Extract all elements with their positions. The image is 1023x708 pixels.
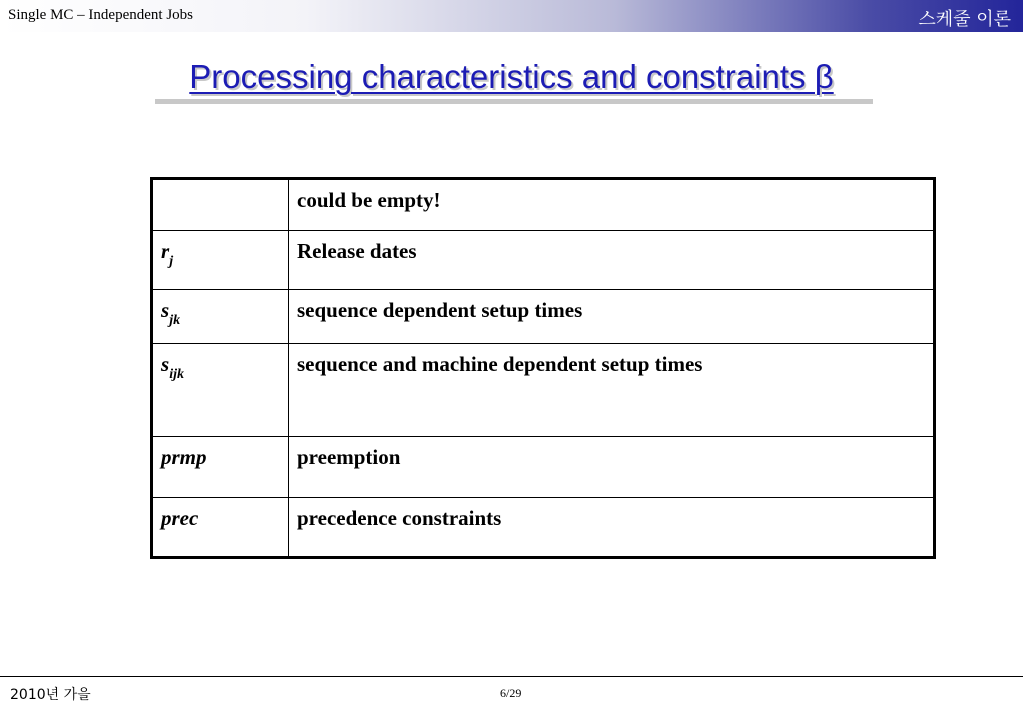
description-cell: sequence and machine dependent setup times [289,344,935,437]
table-row [152,179,935,231]
title-shadow [155,99,873,104]
symbol-cell [152,344,289,437]
symbol-cell [152,290,289,344]
footer-term: 2010년 가을 [10,687,91,703]
symbol-cell [152,437,289,498]
table-row [152,437,935,498]
table-row [152,498,935,558]
slide-title: Processing characteristics and constraints β [189,58,834,95]
symbol: r [161,239,170,263]
description-cell: sequence dependent setup times [289,290,935,344]
symbol-subscript: jk [169,313,181,329]
header-bar [0,0,1023,32]
description-cell: Release dates [289,231,935,290]
symbol: s [161,298,170,322]
course-title: Single MC – Independent Jobs [8,7,193,23]
symbol: prmp [161,445,207,469]
description-cell: could be empty! [289,179,935,231]
description-cell: precedence constraints [289,498,935,558]
beta-constraints-table [150,177,936,559]
symbol-subscript: j [169,254,174,270]
symbol-subscript: ijk [169,367,184,383]
description-cell: preemption [289,437,935,498]
footer-divider [0,676,1023,677]
symbol-cell [152,179,289,231]
table-row [152,344,935,437]
subject-title: 스케줄 이론 [918,9,1011,30]
symbol: prec [161,506,199,530]
symbol-cell [152,231,289,290]
page-number: 6/29 [500,686,522,700]
symbol-cell [152,498,289,558]
table-row [152,290,935,344]
symbol: s [161,352,170,376]
table-row [152,231,935,290]
